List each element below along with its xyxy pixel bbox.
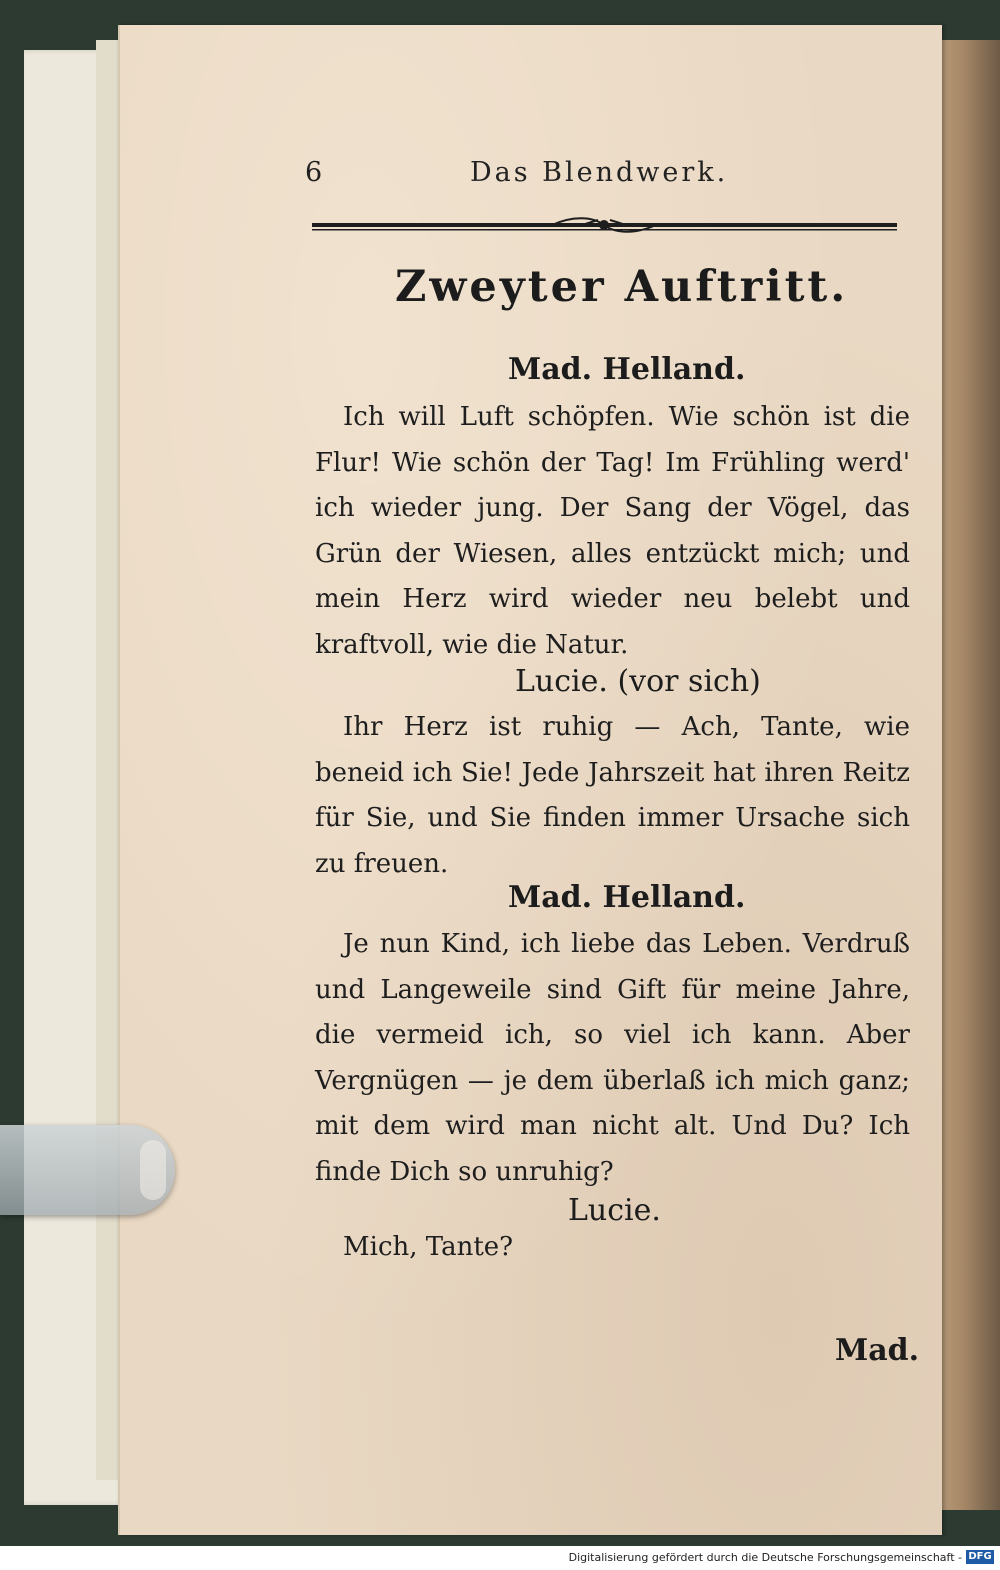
- running-head: Das Blendwerk.: [470, 157, 729, 188]
- page-number: 6: [305, 157, 323, 188]
- speech-text: Je nun Kind, ich liebe das Leben. Verdruß und Langeweile sind Gift für meine Jahre, die vermeid ich, so viel ich kann. Aber Vergnügen — je dem überlaß ich mich ganz; mit dem wird man nicht alt. Und Du? Ich finde Dich so unruhig?: [315, 929, 910, 1187]
- speech-text: Ihr Herz ist ruhig — Ach, Tante, wie beneid ich Sie! Jede Jahrszeit hat ihren Reitz für Sie, und Sie finden immer Ursache sich zu freuen.: [315, 712, 910, 879]
- ornament-rule: [312, 214, 897, 236]
- page-clamp-highlight: [140, 1140, 166, 1200]
- speaker-label: Mad. Helland.: [508, 352, 746, 387]
- digitization-credit: Digitalisierung gefördert durch die Deutsche Forschungsgemeinschaft -: [568, 1551, 962, 1564]
- speaker-label: Mad. Helland.: [508, 880, 746, 915]
- book-fore-edge: [936, 40, 1000, 1510]
- speech-text: Ich will Luft schöpfen. Wie schön ist die Flur! Wie schön der Tag! Im Frühling werd' ich wieder jung. Der Sang der Vögel, das Grün der Wiesen, alles entzückt mich; und mein Herz wird wieder neu belebt und kraftvoll, wie die Natur.: [315, 402, 910, 660]
- dfg-logo: DFG: [966, 1550, 994, 1564]
- speaker-label: Lucie. (vor sich): [515, 664, 761, 699]
- speech-text: Mich, Tante?: [343, 1232, 514, 1262]
- catchword: Mad.: [835, 1333, 920, 1368]
- speaker-label: Lucie.: [568, 1193, 661, 1228]
- scene-title: Zweyter Auftritt.: [395, 262, 849, 312]
